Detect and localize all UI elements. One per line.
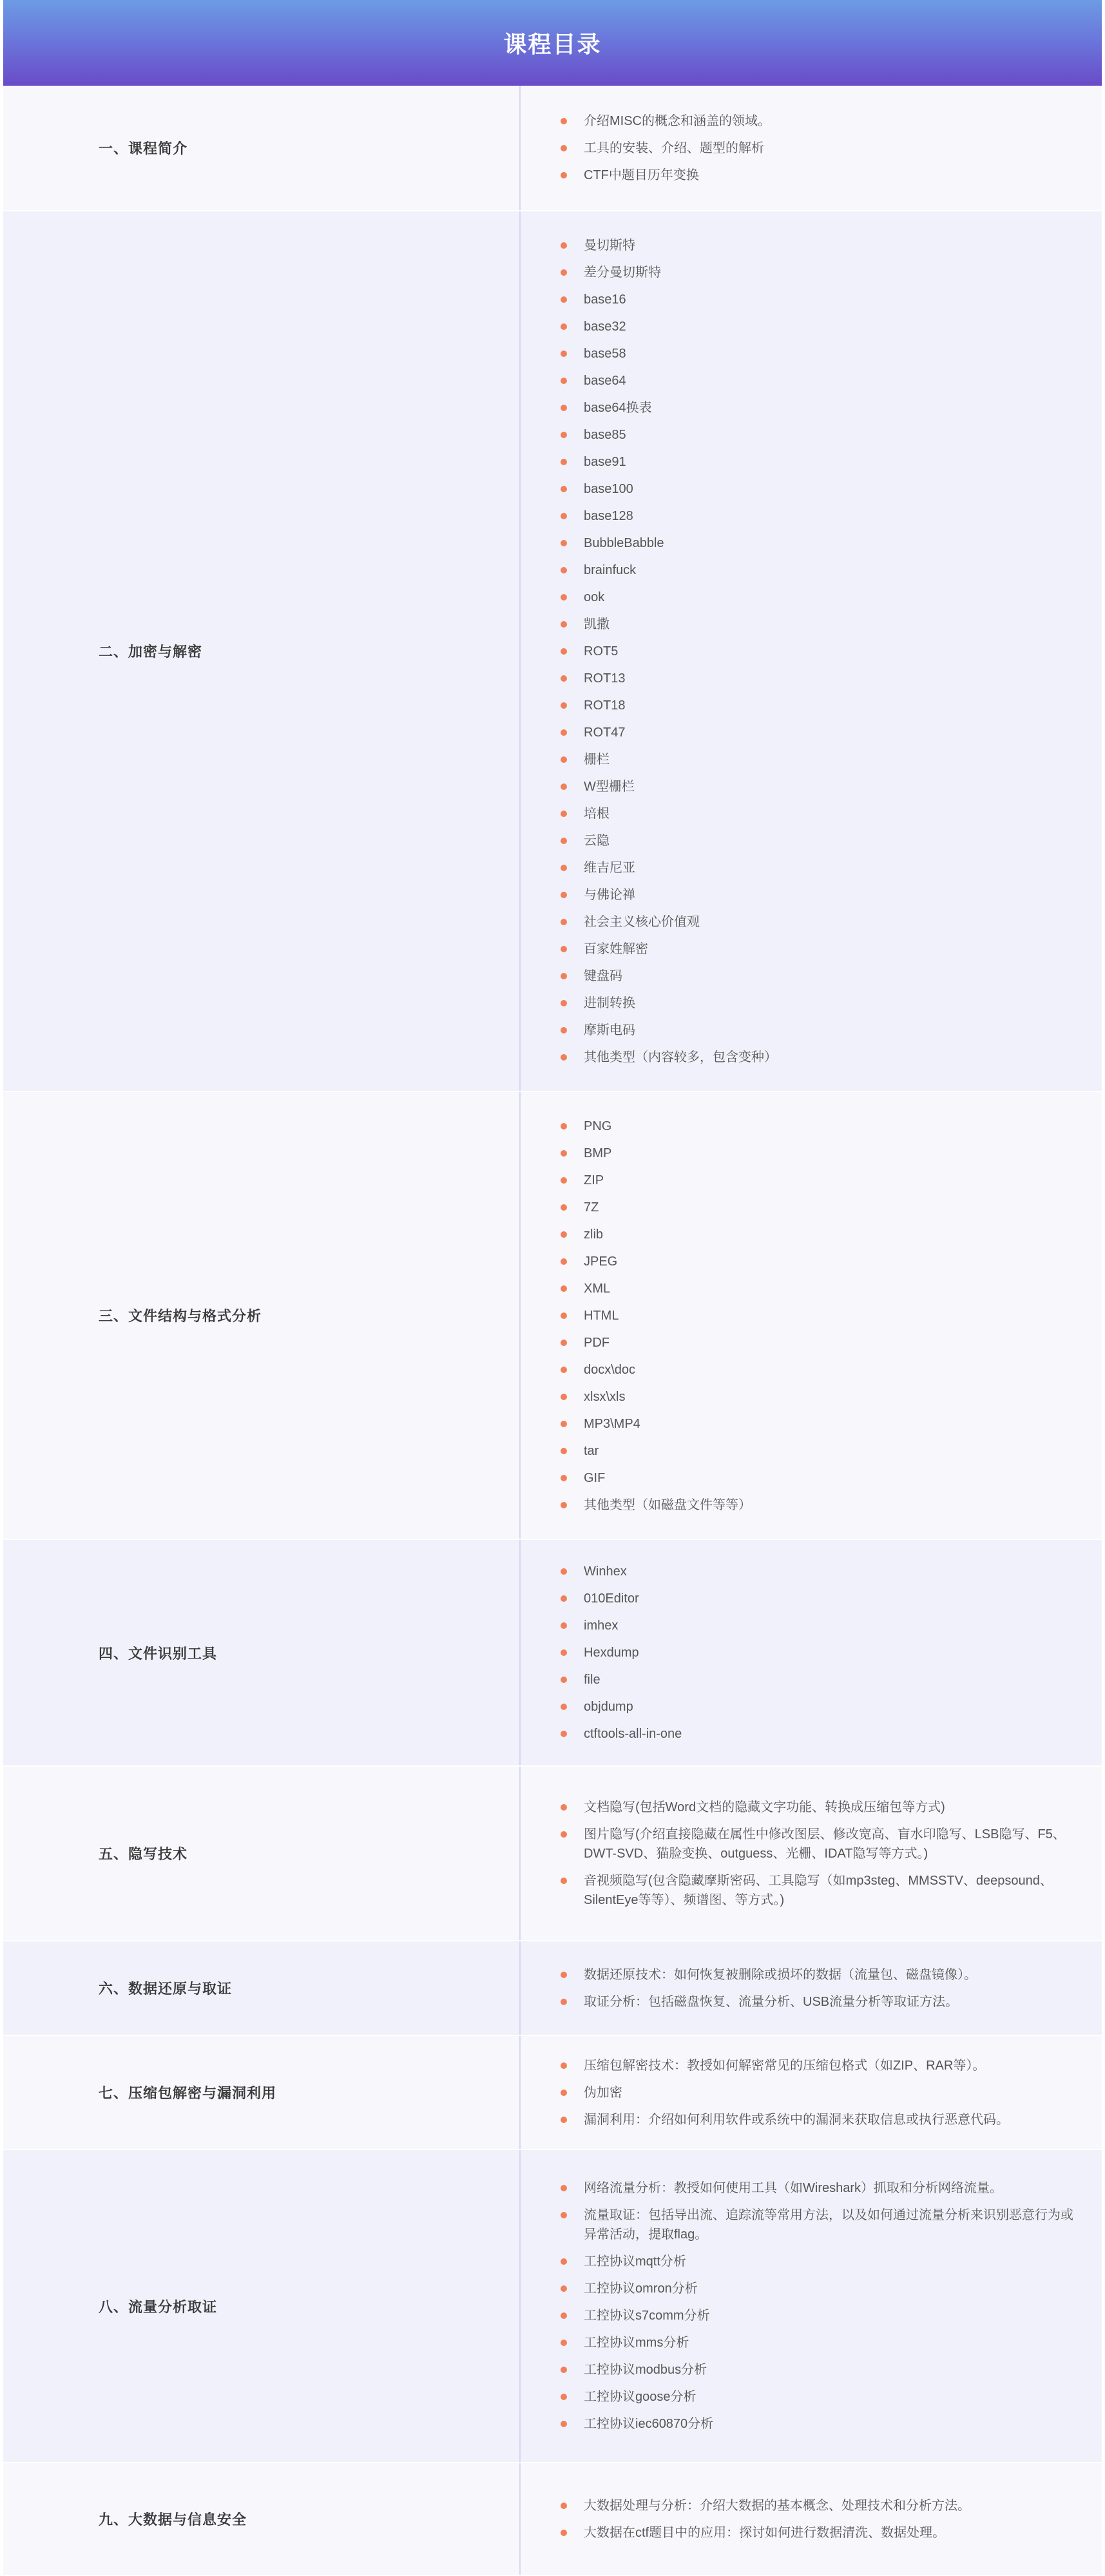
section-items-cell bbox=[521, 2463, 1102, 2575]
list-item: 介绍MISC的概念和涵盖的领域。 bbox=[561, 111, 1076, 131]
catalog-row bbox=[3, 86, 1102, 211]
list-item: XML bbox=[561, 1279, 1076, 1298]
section-title: 九、大数据与信息安全 bbox=[99, 2512, 247, 2528]
section-title-cell bbox=[3, 1941, 521, 2035]
list-item: objdump bbox=[561, 1697, 1076, 1716]
list-item: docx\doc bbox=[561, 1360, 1076, 1379]
list-item: base16 bbox=[561, 290, 1076, 309]
list-item: 摩斯电码 bbox=[561, 1021, 1076, 1040]
page-title: 课程目录 bbox=[503, 31, 602, 57]
section-items-cell bbox=[521, 2036, 1102, 2149]
list-item: ROT13 bbox=[561, 669, 1076, 688]
list-item: 7Z bbox=[561, 1198, 1076, 1217]
section-title: 二、加密与解密 bbox=[99, 644, 203, 660]
list-item: 工控协议modbus分析 bbox=[561, 2360, 1076, 2379]
section-title: 三、文件结构与格式分析 bbox=[99, 1308, 262, 1324]
list-item: file bbox=[561, 1670, 1076, 1689]
list-item: 百家姓解密 bbox=[561, 939, 1076, 959]
section-title: 四、文件识别工具 bbox=[99, 1645, 218, 1662]
list-item: 工控协议mqtt分析 bbox=[561, 2252, 1076, 2271]
list-item: 漏洞利用：介绍如何利用软件或系统中的漏洞来获取信息或执行恶意代码。 bbox=[561, 2110, 1076, 2129]
list-item: 伪加密 bbox=[561, 2083, 1076, 2102]
section-title-cell bbox=[3, 1092, 521, 1539]
section-title: 七、压缩包解密与漏洞利用 bbox=[99, 2085, 277, 2101]
list-item: ZIP bbox=[561, 1171, 1076, 1190]
catalog-row bbox=[3, 2150, 1102, 2463]
list-item: 差分曼切斯特 bbox=[561, 263, 1076, 282]
catalog-table bbox=[3, 86, 1102, 2576]
list-item: ROT47 bbox=[561, 723, 1076, 742]
section-items-cell bbox=[521, 1941, 1102, 2035]
section-item-list bbox=[561, 236, 1076, 1067]
section-item-list bbox=[561, 1965, 1076, 2012]
catalog-row bbox=[3, 2463, 1102, 2576]
list-item: base100 bbox=[561, 479, 1076, 499]
catalog-row bbox=[3, 211, 1102, 1092]
list-item: 数据还原技术：如何恢复被删除或损坏的数据（流量包、磁盘镜像）。 bbox=[561, 1965, 1076, 1985]
list-item: imhex bbox=[561, 1616, 1076, 1635]
list-item: ROT18 bbox=[561, 696, 1076, 715]
list-item: 文档隐写(包括Word文档的隐藏文字功能、转换成压缩包等方式) bbox=[561, 1798, 1076, 1817]
section-title-cell bbox=[3, 2036, 521, 2149]
list-item: Hexdump bbox=[561, 1643, 1076, 1662]
section-title-cell bbox=[3, 2150, 521, 2462]
section-title-cell bbox=[3, 211, 521, 1091]
list-item: 网络流量分析：教授如何使用工具（如Wireshark）抓取和分析网络流量。 bbox=[561, 2178, 1076, 2198]
list-item: 与佛论禅 bbox=[561, 885, 1076, 905]
section-items-cell bbox=[521, 86, 1102, 210]
list-item: 进制转换 bbox=[561, 994, 1076, 1013]
section-title-cell bbox=[3, 86, 521, 210]
list-item: brainfuck bbox=[561, 561, 1076, 580]
section-title: 八、流量分析取证 bbox=[99, 2298, 218, 2315]
list-item: xlsx\xls bbox=[561, 1387, 1076, 1407]
list-item: 工控协议mms分析 bbox=[561, 2333, 1076, 2352]
list-item: base85 bbox=[561, 425, 1076, 445]
list-item: 键盘码 bbox=[561, 966, 1076, 986]
list-item: CTF中题目历年变换 bbox=[561, 166, 1076, 185]
section-title-cell bbox=[3, 1540, 521, 1765]
section-item-list bbox=[561, 2496, 1076, 2542]
list-item: 音视频隐写(包含隐藏摩斯密码、工具隐写（如mp3steg、MMSSTV、deepsound、SilentEye等等）、频谱图、等方式。) bbox=[561, 1871, 1076, 1910]
section-item-list bbox=[561, 1562, 1076, 1744]
section-items-cell bbox=[521, 1767, 1102, 1940]
section-item-list bbox=[561, 2178, 1076, 2434]
list-item: 工控协议iec60870分析 bbox=[561, 2414, 1076, 2434]
section-title-cell bbox=[3, 2463, 521, 2575]
list-item: 图片隐写(介绍直接隐藏在属性中修改图层、修改宽高、盲水印隐写、LSB隐写、F5、DWT-SVD、猫脸变换、outguess、光栅、IDAT隐写等方式。) bbox=[561, 1825, 1076, 1863]
section-title: 六、数据还原与取证 bbox=[99, 1981, 233, 1997]
list-item: 工具的安装、介绍、题型的解析 bbox=[561, 139, 1076, 158]
section-items-cell bbox=[521, 211, 1102, 1091]
list-item: base58 bbox=[561, 344, 1076, 363]
list-item: base32 bbox=[561, 317, 1076, 336]
list-item: 培根 bbox=[561, 804, 1076, 823]
list-item: 大数据在ctf题目中的应用：探讨如何进行数据清洗、数据处理。 bbox=[561, 2523, 1076, 2542]
list-item: 云隐 bbox=[561, 831, 1076, 851]
catalog-row bbox=[3, 1092, 1102, 1540]
section-item-list bbox=[561, 1798, 1076, 1910]
list-item: JPEG bbox=[561, 1252, 1076, 1271]
list-item: zlib bbox=[561, 1225, 1076, 1244]
list-item: 社会主义核心价值观 bbox=[561, 912, 1076, 932]
section-items-cell bbox=[521, 1092, 1102, 1539]
list-item: Winhex bbox=[561, 1562, 1076, 1581]
list-item: 工控协议omron分析 bbox=[561, 2279, 1076, 2298]
list-item: 其他类型（如磁盘文件等等） bbox=[561, 1495, 1076, 1515]
list-item: base128 bbox=[561, 506, 1076, 526]
list-item: base64 bbox=[561, 371, 1076, 390]
catalog-header bbox=[3, 0, 1102, 86]
list-item: PNG bbox=[561, 1117, 1076, 1136]
list-item: BMP bbox=[561, 1144, 1076, 1163]
list-item: BubbleBabble bbox=[561, 533, 1076, 553]
section-item-list bbox=[561, 111, 1076, 185]
list-item: MP3\MP4 bbox=[561, 1414, 1076, 1434]
list-item: ROT5 bbox=[561, 642, 1076, 661]
list-item: 取证分析：包括磁盘恢复、流量分析、USB流量分析等取证方法。 bbox=[561, 1992, 1076, 2012]
list-item: 010Editor bbox=[561, 1589, 1076, 1608]
catalog-row bbox=[3, 1941, 1102, 2036]
list-item: HTML bbox=[561, 1306, 1076, 1325]
list-item: base91 bbox=[561, 452, 1076, 472]
section-items-cell bbox=[521, 2150, 1102, 2462]
list-item: PDF bbox=[561, 1333, 1076, 1352]
list-item: ook bbox=[561, 588, 1076, 607]
section-title: 一、课程简介 bbox=[99, 140, 188, 157]
section-item-list bbox=[561, 1117, 1076, 1515]
section-title-cell bbox=[3, 1767, 521, 1940]
list-item: 凯撒 bbox=[561, 615, 1076, 634]
list-item: W型栅栏 bbox=[561, 777, 1076, 796]
list-item: 维吉尼亚 bbox=[561, 858, 1076, 878]
list-item: 其他类型（内容较多，包含变种） bbox=[561, 1048, 1076, 1067]
list-item: 曼切斯特 bbox=[561, 236, 1076, 255]
list-item: ctftools-all-in-one bbox=[561, 1724, 1076, 1744]
list-item: 大数据处理与分析：介绍大数据的基本概念、处理技术和分析方法。 bbox=[561, 2496, 1076, 2515]
list-item: GIF bbox=[561, 1468, 1076, 1488]
catalog-row bbox=[3, 1767, 1102, 1941]
list-item: 压缩包解密技术：教授如何解密常见的压缩包格式（如ZIP、RAR等）。 bbox=[561, 2056, 1076, 2075]
list-item: tar bbox=[561, 1441, 1076, 1461]
section-items-cell bbox=[521, 1540, 1102, 1765]
catalog-row bbox=[3, 2036, 1102, 2150]
list-item: base64换表 bbox=[561, 398, 1076, 418]
list-item: 工控协议s7comm分析 bbox=[561, 2306, 1076, 2325]
list-item: 工控协议goose分析 bbox=[561, 2387, 1076, 2407]
section-item-list bbox=[561, 2056, 1076, 2129]
list-item: 流量取证：包括导出流、追踪流等常用方法，以及如何通过流量分析来识别恶意行为或异常活动，提取flag。 bbox=[561, 2206, 1076, 2244]
catalog-row bbox=[3, 1540, 1102, 1767]
section-title: 五、隐写技术 bbox=[99, 1846, 188, 1862]
list-item: 栅栏 bbox=[561, 750, 1076, 769]
